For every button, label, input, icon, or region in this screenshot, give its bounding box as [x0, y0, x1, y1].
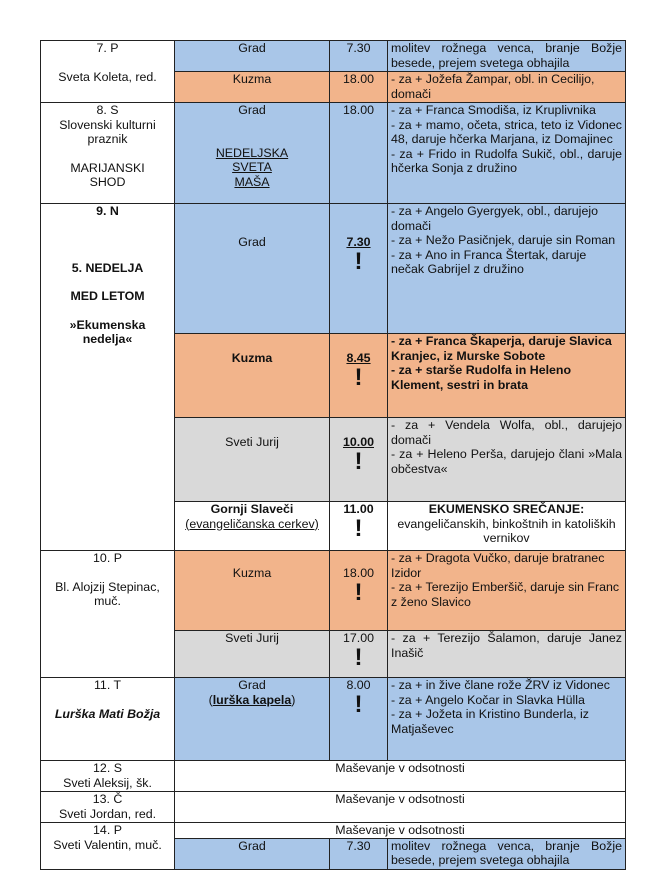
place-cell: Grad: [175, 838, 330, 869]
day-cell-12: [41, 761, 175, 792]
time-cell: [330, 204, 388, 334]
day-cell-9: [41, 204, 175, 551]
intent-cell: - za + Terezijo Šalamon, daruje Janez Inašič: [388, 631, 626, 678]
time-label: 17.00: [342, 631, 374, 645]
day-saint: Sveta Koleta, red.: [58, 69, 157, 84]
place-label: Grad: [238, 103, 266, 117]
place-sublabel: (evangeličanska cerkev): [185, 516, 319, 531]
absence-note: Maševanje v odsotnosti: [175, 761, 626, 792]
place-cell: [175, 502, 330, 551]
time-cell: 18.00: [330, 103, 388, 204]
day-date: 14. P: [93, 823, 122, 837]
event-text: evangeličanskih, binkoštnih in katoliških vernikov: [397, 516, 616, 545]
exclamation-icon: !: [354, 514, 363, 542]
day-date: 7. P: [96, 41, 119, 55]
day-row-8: [41, 103, 626, 204]
time-label: 8.00: [346, 678, 371, 692]
day-row-7-first: [41, 41, 626, 72]
intent-cell: molitev rožnega venca, branje Božje besede, prejem svetega obhajila: [388, 838, 626, 869]
day-row-12: [41, 761, 626, 792]
day-row-10-first: [41, 551, 626, 631]
place-cell: Sveti Jurij: [175, 418, 330, 502]
day-note: MED LETOM: [70, 289, 145, 303]
time-cell: 18.00: [330, 72, 388, 103]
day-saint: Sveti Valentin, muč.: [53, 837, 162, 852]
place-label: Gornji Slaveči: [210, 502, 294, 516]
mass-schedule-table: [40, 40, 626, 870]
day-cell-10: [41, 551, 175, 678]
time-label: 18.00: [342, 566, 374, 580]
day-cell-11: [41, 678, 175, 761]
event-title: EKUMENSKO SREČANJE:: [428, 502, 585, 516]
place-cell: Sveti Jurij: [175, 631, 330, 678]
intent-line: - za + Franca Škaperja, daruje Slavica Kranjec, iz Murske Sobote: [391, 334, 612, 363]
day-note: »Ekumenska: [69, 317, 146, 332]
place-label: Grad: [238, 678, 266, 692]
exclamation-icon: !: [354, 690, 363, 718]
day-date: 12. S: [93, 761, 122, 775]
place-cell: Kuzma: [175, 72, 330, 103]
sunday-mass-label: SVETA: [232, 160, 272, 174]
intent-cell: [388, 551, 626, 631]
intent-line: - za + Dragota Vučko, daruje bratranec Izidor: [391, 551, 605, 580]
day-saint: Lurška Mati Božja: [54, 706, 161, 721]
time-cell: [330, 502, 388, 551]
time-cell: [330, 678, 388, 761]
day-date: 9. N: [96, 204, 119, 218]
day-row-11: [41, 678, 626, 761]
time-cell: [330, 631, 388, 678]
chapel-label: lurška kapela: [212, 692, 292, 707]
intent-line: - za + Frido in Rudolfa Sukič, obl., daruje hčerka Sonja z družino: [391, 146, 622, 175]
day-note: 5. NEDELJA: [71, 260, 144, 275]
exclamation-icon: !: [354, 363, 363, 391]
place-cell: Grad (lurška kapela): [175, 678, 330, 761]
time-label: 8.45: [346, 351, 371, 365]
day-row-14-first: [41, 823, 626, 839]
time-cell: [330, 418, 388, 502]
intent-line: - za + starše Rudolfa in Heleno Klement, sestri in brata: [391, 363, 572, 392]
place-cell: [175, 103, 330, 204]
intent-line: - za + Nežo Pasičnjek, daruje sin Roman: [391, 233, 616, 247]
exclamation-icon: !: [354, 447, 363, 475]
day-note: praznik: [87, 132, 128, 146]
time-label: 10.00: [342, 435, 374, 449]
time-cell: 7.30: [330, 838, 388, 869]
intent-line: - za + Angelo Gyergyek, obl., darujejo domači: [391, 204, 598, 233]
day-note: MARIJANSKI: [70, 160, 145, 175]
day-cell-7: [41, 41, 175, 103]
time-label: 11.00: [343, 502, 374, 516]
place-cell: Grad: [175, 41, 330, 72]
day-saint: Sveti Jordan, red.: [58, 806, 157, 821]
time-cell: 7.30: [330, 41, 388, 72]
time-cell: [330, 551, 388, 631]
sunday-mass-label: MAŠA: [234, 174, 270, 189]
day-date: 13. Č: [92, 792, 123, 806]
absence-note: Maševanje v odsotnosti: [175, 823, 626, 839]
time-cell: [330, 334, 388, 418]
intent-cell: - za + Jožefa Žampar, obl. in Cecilijo, domači: [388, 72, 626, 103]
intent-line: - za + mamo, očeta, strica, teto iz Vidonec 48, daruje hčerka Marjana, iz Domajinec: [391, 117, 622, 146]
exclamation-icon: !: [354, 578, 363, 606]
intent-line: - za + Jožeta in Kristino Bunderla, iz Matjaševec: [391, 707, 590, 736]
day-note: SHOD: [89, 175, 126, 189]
sunday-mass-label: NEDELJSKA: [215, 145, 289, 160]
intent-line: - za + Angelo Kočar in Slavka Hülla: [391, 692, 585, 707]
intent-line: - za + Vendela Wolfa, obl., darujejo domači: [391, 418, 622, 447]
place-cell: Kuzma: [175, 334, 330, 418]
intent-cell: [388, 502, 626, 551]
day-note: nedelja«: [82, 332, 133, 346]
exclamation-icon: !: [354, 247, 363, 275]
place-cell: Kuzma: [175, 551, 330, 631]
day-cell-8: [41, 103, 175, 204]
intent-line: - za + Franca Smodiša, iz Kruplivnika: [391, 103, 596, 117]
day-row-9-first: [41, 204, 626, 334]
intent-line: - za + Ano in Franca Štertak, daruje nečak Gabrijel z družino: [391, 247, 587, 276]
intent-cell: [388, 678, 626, 761]
day-cell-14: [41, 823, 175, 870]
intent-cell: [388, 103, 626, 204]
day-note: Slovenski kulturni: [59, 117, 156, 132]
intent-line: - za + Terezijo Emberšič, daruje sin Franc z ženo Slavico: [391, 580, 620, 609]
day-saint: Bl. Alojzij Stepinac, muč.: [55, 579, 160, 608]
day-row-13: [41, 792, 626, 823]
intent-cell: molitev rožnega venca, branje Božje besede, prejem svetega obhajila: [388, 41, 626, 72]
exclamation-icon: !: [354, 643, 363, 671]
intent-cell: [388, 204, 626, 334]
place-cell: Grad: [175, 204, 330, 334]
intent-line: - za + in žive člane rože ŽRV iz Vidonec: [391, 678, 610, 692]
absence-note: Maševanje v odsotnosti: [175, 792, 626, 823]
time-label: 7.30: [346, 235, 371, 249]
intent-cell: [388, 418, 626, 502]
day-saint: Sveti Aleksij, šk.: [63, 775, 152, 790]
intent-cell: [388, 334, 626, 418]
day-cell-13: [41, 792, 175, 823]
intent-line: - za + Heleno Perša, darujejo člani »Mala občestva«: [391, 447, 622, 476]
day-date: 10. P: [93, 551, 122, 565]
day-date: 8. S: [96, 103, 119, 117]
day-date: 11. T: [93, 678, 122, 692]
